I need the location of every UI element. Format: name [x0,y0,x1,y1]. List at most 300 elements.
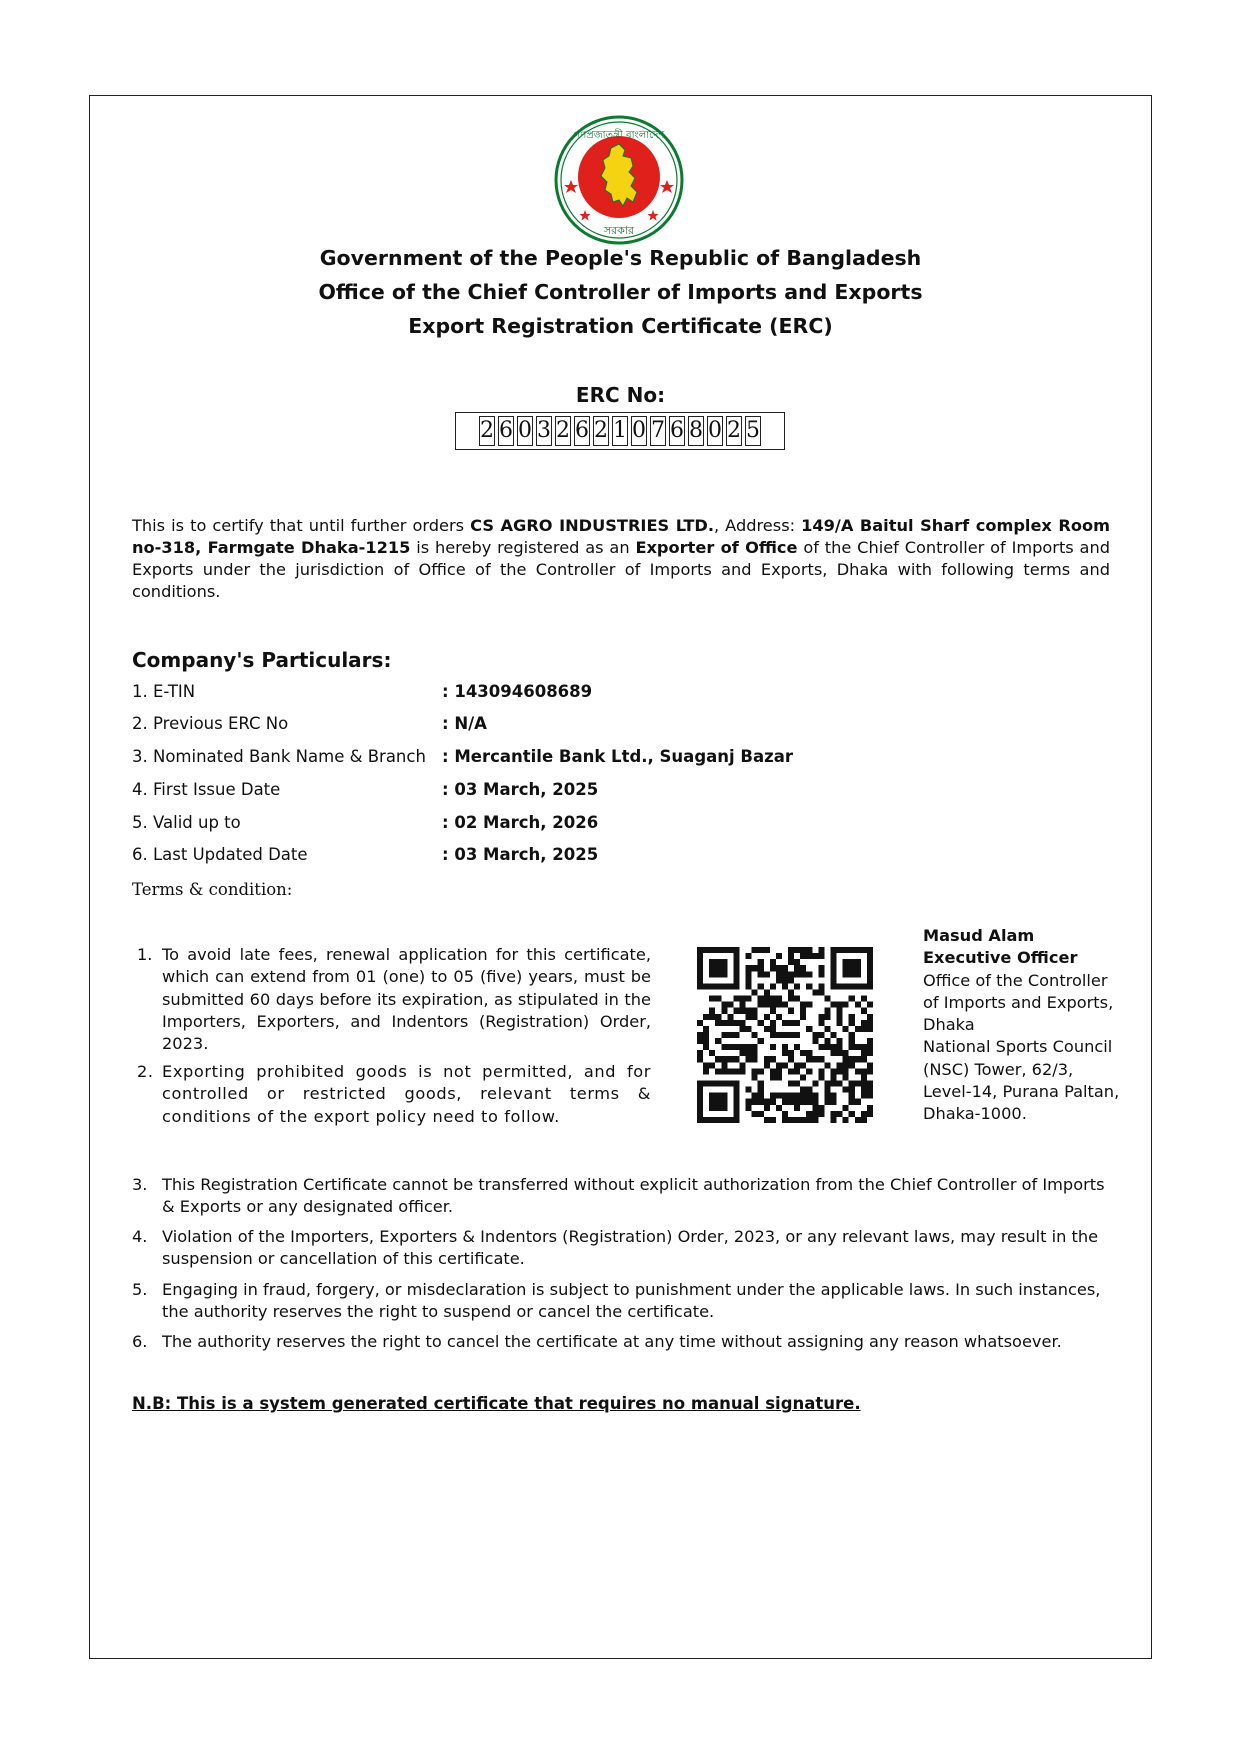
qr-module [721,1044,727,1050]
particulars-title: Company's Particulars: [132,648,392,672]
qr-module [849,1038,855,1044]
qr-module [752,1068,758,1074]
qr-module [843,1105,849,1111]
qr-module [794,1093,800,1099]
qr-module [788,1081,794,1087]
qr-module [782,1050,788,1056]
qr-module [776,1014,782,1020]
qr-module [800,965,806,971]
signer-block [923,925,1123,1126]
qr-module [721,1105,727,1111]
qr-module [733,947,739,953]
qr-module [837,947,843,953]
qr-module [776,977,782,983]
qr-module [824,1014,830,1020]
qr-module [782,1093,788,1099]
qr-module [739,1068,745,1074]
qr-module [764,971,770,977]
erc-digit: 8 [688,416,705,446]
qr-module [727,1014,733,1020]
qr-module [746,1056,752,1062]
qr-module [806,1117,812,1123]
qr-module [721,1002,727,1008]
term-item [137,944,651,1055]
qr-module [867,977,873,983]
company-name: CS AGRO INDUSTRIES LTD. [470,516,714,535]
qr-module [758,965,764,971]
qr-module [739,1050,745,1056]
qr-module [709,983,715,989]
qr-module [746,996,752,1002]
qr-module [758,1002,764,1008]
qr-module [800,1074,806,1080]
qr-module [697,1105,703,1111]
qr-module [739,1026,745,1032]
qr-module [855,959,861,965]
qr-module [746,1014,752,1020]
qr-module [697,1050,703,1056]
qr-module [776,1002,782,1008]
qr-module [818,953,824,959]
qr-module [709,965,715,971]
qr-module [709,996,715,1002]
qr-module [800,1099,806,1105]
term-text: To avoid late fees, renewal application for this certificate, which can extend from 01 (one) to 05 (five) years, must be submitted 60 days before its expiration, as stipulated in the Importers, Exporters, and Indentors (Registration) Order, 2023. [162,945,651,1054]
qr-module [752,1008,758,1014]
qr-module [831,977,837,983]
term-text: The authority reserves the right to cancel the certificate at any time without assigning any reason whatsoever. [162,1332,1062,1351]
qr-module [824,996,830,1002]
qr-module [843,1117,849,1123]
qr-module [758,1081,764,1087]
term-number: 2. [137,1062,154,1081]
qr-module [837,1062,843,1068]
qr-module [794,971,800,977]
erc-digit: 2 [726,416,743,446]
qr-module [824,1026,830,1032]
qr-module [831,1050,837,1056]
qr-module [861,1087,867,1093]
qr-module [703,947,709,953]
qr-module [770,1026,776,1032]
qr-module [697,1020,703,1026]
qr-module [758,959,764,965]
qr-module [794,1032,800,1038]
signer-name: Masud Alam [923,926,1035,945]
particular-label: 4. First Issue Date [132,780,281,799]
qr-module [831,1117,837,1123]
qr-module [831,1044,837,1050]
qr-module [776,971,782,977]
qr-module [831,953,837,959]
qr-module [709,1062,715,1068]
qr-module [831,1068,837,1074]
particular-value: : N/A [442,714,487,733]
qr-module [764,1117,770,1123]
qr-module [721,965,727,971]
qr-module [752,989,758,995]
qr-module [715,947,721,953]
term-number: 6. [132,1332,148,1351]
term-item [137,1061,651,1128]
qr-module [697,953,703,959]
qr-module [824,1081,830,1087]
qr-module [727,1020,733,1026]
qr-module [849,959,855,965]
qr-module [861,1111,867,1117]
qr-module [733,971,739,977]
qr-module [788,953,794,959]
qr-module [746,1099,752,1105]
qr-module [861,1068,867,1074]
qr-module [788,1020,794,1026]
qr-module [861,983,867,989]
particular-label: 6. Last Updated Date [132,845,308,864]
qr-module [703,983,709,989]
qr-module [867,1002,873,1008]
qr-module [739,1002,745,1008]
qr-module [776,1032,782,1038]
qr-module [727,983,733,989]
qr-module [733,1044,739,1050]
qr-module [818,1032,824,1038]
qr-module [733,1056,739,1062]
qr-module [818,971,824,977]
qr-module [849,1111,855,1117]
qr-module [800,1014,806,1020]
qr-module [800,1062,806,1068]
qr-module [709,971,715,977]
qr-module [855,1026,861,1032]
qr-module [831,959,837,965]
qr-module [806,1068,812,1074]
term-number: 5. [132,1280,148,1299]
qr-module [849,1056,855,1062]
qr-module [831,965,837,971]
qr-module [715,971,721,977]
qr-module [776,1062,782,1068]
qr-module [843,1056,849,1062]
qr-module [843,959,849,965]
qr-module [855,1056,861,1062]
qr-module [752,947,758,953]
qr-module [855,947,861,953]
qr-module [788,996,794,1002]
qr-module [764,989,770,995]
qr-module [855,1044,861,1050]
particular-label: 2. Previous ERC No [132,714,289,733]
qr-module [849,1081,855,1087]
qr-module [746,1087,752,1093]
qr-module [849,996,855,1002]
qr-module [788,1117,794,1123]
qr-module [770,996,776,1002]
qr-module [770,959,776,965]
qr-module [746,1044,752,1050]
erc-digit: 2 [555,416,572,446]
qr-module [818,1020,824,1026]
qr-module [831,971,837,977]
qr-module [782,971,788,977]
qr-module [715,983,721,989]
term-item [132,1174,1112,1219]
qr-module [727,1044,733,1050]
qr-module [715,1038,721,1044]
qr-module [764,996,770,1002]
qr-module [794,1044,800,1050]
erc-number-label: ERC No: [575,383,666,407]
term-text: This Registration Certificate cannot be transferred without explicit authorization from the Chief Controller of Imports & Exports or any designated officer. [162,1175,1105,1217]
qr-module [843,971,849,977]
qr-module [764,1062,770,1068]
qr-module [703,1044,709,1050]
particular-label: 1. E-TIN [132,682,196,701]
particular-value: : 143094608689 [442,682,593,701]
qr-module [776,1068,782,1074]
qr-module [861,947,867,953]
erc-digit: 6 [498,416,515,446]
qr-module [758,1087,764,1093]
qr-module [794,1081,800,1087]
qr-module [788,959,794,965]
qr-module [794,965,800,971]
qr-module [806,953,812,959]
qr-module [770,983,776,989]
qr-module [721,1099,727,1105]
qr-module [715,1105,721,1111]
qr-module [812,1093,818,1099]
terms-title: Terms & condition: [132,880,293,899]
qr-module [758,1093,764,1099]
header-government: Government of the People's Republic of Bangladesh [319,246,922,270]
qr-module [837,1044,843,1050]
qr-module [703,1062,709,1068]
qr-module [721,1020,727,1026]
qr-module [697,959,703,965]
qr-module [867,953,873,959]
qr-module [715,1093,721,1099]
qr-module [818,1105,824,1111]
qr-module [824,1087,830,1093]
qr-module [697,1093,703,1099]
particular-value: : 03 March, 2025 [442,780,599,799]
qr-module [715,965,721,971]
qr-module [733,1105,739,1111]
qr-module [794,959,800,965]
signer-office: Office of the Controller of Imports and Exports, Dhaka [923,970,1114,1035]
qr-module [733,1020,739,1026]
particular-value: : 02 March, 2026 [442,813,599,832]
particular-value: : Mercantile Bank Ltd., Suaganj Bazar [442,747,793,766]
qr-module [788,1093,794,1099]
erc-digit: 6 [574,416,591,446]
qr-module [782,1111,788,1117]
erc-number-box [455,412,785,450]
qr-module [721,1056,727,1062]
qr-module [752,1050,758,1056]
qr-module [788,989,794,995]
header-office: Office of the Chief Controller of Imports and Exports [318,280,923,304]
qr-module [727,1032,733,1038]
qr-module [721,1117,727,1123]
qr-module [703,1032,709,1038]
qr-module [861,1044,867,1050]
seal-text-top: গণপ্রজাতন্ত্রী বাংলাদেশ [573,130,665,141]
certify-text: , Address: [713,516,802,535]
term-text: Exporting prohibited goods is not permitted, and for controlled or restricted goods, relevant terms & conditions of the export policy need to follow. [162,1062,651,1126]
qr-module [812,1111,818,1117]
qr-module [733,1093,739,1099]
qr-module [721,1068,727,1074]
signer-address: National Sports Council (NSC) Tower, 62/3, Level-14, Purana Paltan, Dhaka-1000. [923,1037,1120,1124]
qr-module [861,1026,867,1032]
qr-module [849,1044,855,1050]
qr-module [782,1020,788,1026]
qr-module [721,983,727,989]
qr-module [697,1117,703,1123]
qr-module [800,947,806,953]
certification-paragraph [132,515,1110,603]
qr-module [861,1020,867,1026]
qr-module [861,1008,867,1014]
qr-module [794,1105,800,1111]
qr-module [806,1087,812,1093]
certify-text: of the Chief Controller of Imports and Exports under the jurisdiction of Office of the Controller of Imports and Exports, Dhaka with following terms and conditions. [132,538,1111,601]
particular-label: 5. Valid up to [132,813,241,832]
qr-module [752,1099,758,1105]
qr-module [770,1002,776,1008]
qr-module [849,1032,855,1038]
qr-module [733,959,739,965]
qr-module [843,1050,849,1056]
qr-module [715,1081,721,1087]
qr-module [837,1002,843,1008]
qr-module [812,1105,818,1111]
qr-module [812,1117,818,1123]
qr-module [812,1081,818,1087]
qr-module [770,965,776,971]
qr-module [831,1002,837,1008]
qr-module [782,1062,788,1068]
qr-module [849,965,855,971]
qr-module [703,1081,709,1087]
qr-module [697,977,703,983]
qr-module [867,1026,873,1032]
qr-module [697,1032,703,1038]
qr-module [867,1068,873,1074]
qr-module [849,1087,855,1093]
qr-module [770,1093,776,1099]
qr-module [831,947,837,953]
qr-module [794,1062,800,1068]
qr-module [855,965,861,971]
qr-module [812,1099,818,1105]
qr-module [703,1026,709,1032]
erc-digit: 5 [745,416,762,446]
qr-module [733,953,739,959]
qr-module [818,1111,824,1117]
qr-module [861,1050,867,1056]
qr-module [824,1062,830,1068]
qr-module [837,1111,843,1117]
qr-module [727,1068,733,1074]
qr-module [733,1117,739,1123]
qr-module [806,983,812,989]
qr-module [752,1032,758,1038]
qr-module [806,971,812,977]
qr-module [709,947,715,953]
qr-module [746,1050,752,1056]
qr-module [831,983,837,989]
qr-module [782,977,788,983]
qr-module [764,1002,770,1008]
qr-module [806,1099,812,1105]
qr-module [739,996,745,1002]
qr-module [788,1056,794,1062]
qr-module [697,947,703,953]
qr-module [788,1032,794,1038]
qr-module [739,1044,745,1050]
qr-module [733,1111,739,1117]
qr-module [697,971,703,977]
qr-module [867,959,873,965]
qr-module [697,965,703,971]
qr-module [867,1044,873,1050]
qr-module [831,1093,837,1099]
certify-text: is hereby registered as an [410,538,636,557]
qr-module [837,1008,843,1014]
qr-module [721,959,727,965]
erc-digit: 3 [536,416,553,446]
company-address: 149/A Baitul Sharf complex Room no-318, Farmgate Dhaka-1215 [132,516,1110,557]
qr-module [794,1020,800,1026]
qr-module [867,1014,873,1020]
qr-module [867,1038,873,1044]
qr-module [861,1056,867,1062]
qr-module [806,947,812,953]
qr-module [752,1056,758,1062]
qr-module [697,1081,703,1087]
qr-module [843,1026,849,1032]
qr-module [758,971,764,977]
qr-module [837,1081,843,1087]
qr-module [721,1081,727,1087]
qr-module [721,1032,727,1038]
qr-module [770,1032,776,1038]
term-item [132,1279,1112,1324]
qr-module [794,983,800,989]
qr-module [837,1038,843,1044]
qr-module [806,1111,812,1117]
qr-module [824,1099,830,1105]
seal-text-bottom: সরকার [603,224,635,237]
particular-label: 3. Nominated Bank Name & Branch [132,747,426,766]
term-item [132,1226,1112,1271]
qr-module [849,1014,855,1020]
qr-module [721,971,727,977]
qr-module [788,1099,794,1105]
qr-module [733,1087,739,1093]
qr-module [727,947,733,953]
qr-module [849,947,855,953]
qr-module [837,1068,843,1074]
qr-module [746,1008,752,1014]
qr-module [733,977,739,983]
qr-module [727,1081,733,1087]
qr-module [831,1074,837,1080]
verification-qr-code [697,947,873,1123]
qr-module [818,1056,824,1062]
